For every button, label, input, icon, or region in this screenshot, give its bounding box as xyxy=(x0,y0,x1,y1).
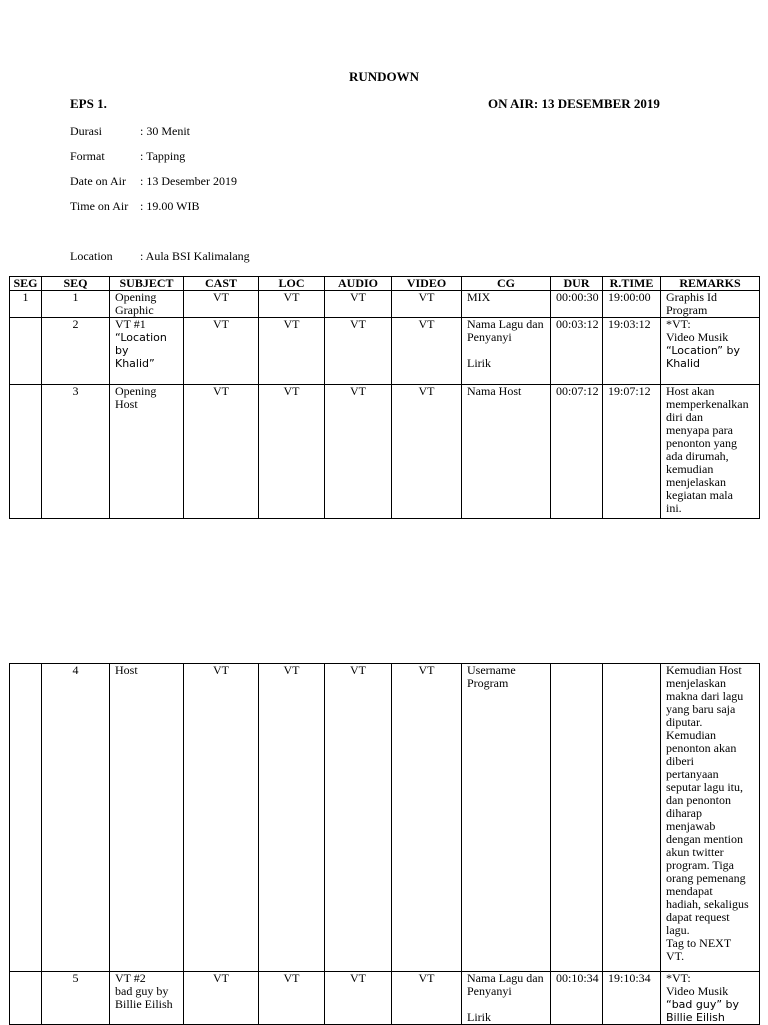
remarks-cell-line: menjelaskan xyxy=(666,475,726,489)
dur-cell: 00:10:34 xyxy=(551,972,603,1025)
video-cell: VT xyxy=(392,664,462,972)
remarks-cell-line: penonton akan xyxy=(666,741,737,755)
subject-cell-line: Host xyxy=(115,397,138,411)
remarks-cell-line: Program xyxy=(666,303,708,317)
audio-cell: VT xyxy=(325,318,392,385)
column-header: VIDEO xyxy=(392,277,462,291)
loc-cell: VT xyxy=(259,318,325,385)
rtime-cell: 19:10:34 xyxy=(603,972,661,1025)
dur-cell xyxy=(551,664,603,972)
remarks-cell-line: ada dirumah, xyxy=(666,449,729,463)
column-header: AUDIO xyxy=(325,277,392,291)
remarks-cell xyxy=(661,291,760,318)
remarks-cell-line: Billie Eilish xyxy=(666,1011,725,1024)
meta-time-on-air xyxy=(70,200,199,213)
meta-key: Durasi xyxy=(70,124,102,138)
column-header: SEQ xyxy=(42,277,110,291)
loc-cell: VT xyxy=(259,385,325,519)
remarks-cell-line: menjelaskan xyxy=(666,676,726,690)
subject-cell-line: Billie Eilish xyxy=(115,997,173,1011)
remarks-cell-line: VT. xyxy=(666,949,685,963)
cg-cell-line: Username xyxy=(467,663,516,677)
remarks-cell-line: kegiatan mala xyxy=(666,488,733,502)
meta-durasi xyxy=(70,125,190,138)
remarks-cell-line: program. Tiga xyxy=(666,858,735,872)
table-row xyxy=(10,385,760,519)
loc-cell: VT xyxy=(259,291,325,318)
rundown-table xyxy=(9,276,760,519)
meta-value: : Aula BSI Kalimalang xyxy=(140,249,250,263)
remarks-cell-line: akun twitter xyxy=(666,845,724,859)
seg-cell: 1 xyxy=(10,291,42,318)
column-header: SEG xyxy=(10,277,42,291)
remarks-cell-line: penonton yang xyxy=(666,436,737,450)
audio-cell: VT xyxy=(325,291,392,318)
video-cell: VT xyxy=(392,385,462,519)
remarks-cell xyxy=(661,664,760,972)
meta-location xyxy=(70,250,250,263)
remarks-cell-line: menyapa para xyxy=(666,423,733,437)
remarks-cell-line: Video Musik xyxy=(666,330,729,344)
remarks-cell-line: seputar lagu itu, xyxy=(666,780,743,794)
meta-value: : 13 Desember 2019 xyxy=(140,174,237,188)
seq-cell: 2 xyxy=(42,318,110,385)
episode-label: EPS 1. xyxy=(70,96,107,111)
remarks-cell xyxy=(661,385,760,519)
video-cell: VT xyxy=(392,291,462,318)
remarks-cell-line: pertanyaan xyxy=(666,767,719,781)
column-header: DUR xyxy=(551,277,603,291)
cg-cell xyxy=(462,385,551,519)
table-row xyxy=(10,291,760,318)
dur-cell: 00:03:12 xyxy=(551,318,603,385)
audio-cell: VT xyxy=(325,385,392,519)
subject-cell-line: Opening xyxy=(115,384,157,398)
meta-key: Date on Air xyxy=(70,174,126,188)
subject-cell-line: Graphic xyxy=(115,303,154,317)
remarks-cell-line: memperkenalkan xyxy=(666,397,749,411)
cast-cell: VT xyxy=(184,318,259,385)
remarks-cell-line: Khalid xyxy=(666,357,701,370)
subject-cell-line: VT #2 xyxy=(115,971,146,985)
meta-date-on-air xyxy=(70,175,237,188)
remarks-cell-line: dan penonton xyxy=(666,793,731,807)
cast-cell: VT xyxy=(184,385,259,519)
subject-cell xyxy=(110,385,184,519)
meta-key: Format xyxy=(70,149,105,163)
seg-cell xyxy=(10,664,42,972)
remarks-cell xyxy=(661,318,760,385)
remarks-cell-line: menjawab xyxy=(666,819,716,833)
cg-cell xyxy=(462,318,551,385)
rtime-cell: 19:07:12 xyxy=(603,385,661,519)
dur-cell: 00:00:30 xyxy=(551,291,603,318)
remarks-cell-line: hadiah, sekaligus xyxy=(666,897,749,911)
remarks-cell-line: *VT: xyxy=(666,317,691,331)
seq-cell: 4 xyxy=(42,664,110,972)
table-row xyxy=(10,972,760,1025)
loc-cell: VT xyxy=(259,664,325,972)
video-cell: VT xyxy=(392,318,462,385)
audio-cell: VT xyxy=(325,664,392,972)
subject-cell-line: “Location by xyxy=(115,331,167,357)
cg-cell xyxy=(462,972,551,1025)
cast-cell: VT xyxy=(184,291,259,318)
cg-cell-line: MIX xyxy=(467,290,491,304)
cg-cell-line: Nama Lagu dan xyxy=(467,317,544,331)
remarks-cell-line: mendapat xyxy=(666,884,713,898)
table-row xyxy=(10,664,760,972)
remarks-cell-line: diputar. xyxy=(666,715,703,729)
remarks-cell-line: dapat request xyxy=(666,910,730,924)
remarks-cell-line: yang baru saja xyxy=(666,702,736,716)
meta-key: Location xyxy=(70,249,113,263)
cg-cell-line: Program xyxy=(467,676,509,690)
cg-cell-line: Penyanyi xyxy=(467,984,512,998)
meta-value: : 19.00 WIB xyxy=(140,199,200,213)
table-header-row xyxy=(10,277,760,291)
subject-cell xyxy=(110,664,184,972)
subject-cell-line: bad guy by xyxy=(115,984,169,998)
column-header: LOC xyxy=(259,277,325,291)
loc-cell: VT xyxy=(259,972,325,1025)
remarks-cell-line: Kemudian Host xyxy=(666,663,742,677)
subject-cell xyxy=(110,318,184,385)
cg-cell xyxy=(462,291,551,318)
seg-cell xyxy=(10,385,42,519)
seq-cell: 5 xyxy=(42,972,110,1025)
video-cell: VT xyxy=(392,972,462,1025)
on-air-date: ON AIR: 13 DESEMBER 2019 xyxy=(488,96,660,111)
subject-cell-line: Opening xyxy=(115,290,157,304)
subject-cell xyxy=(110,291,184,318)
cg-cell-line: Nama Host xyxy=(467,384,522,398)
meta-value: : 30 Menit xyxy=(140,124,190,138)
remarks-cell-line: dengan mention xyxy=(666,832,743,846)
subject-cell-line: Host xyxy=(115,663,138,677)
cg-cell xyxy=(462,664,551,972)
rtime-cell: 19:00:00 xyxy=(603,291,661,318)
remarks-cell-line: orang pemenang xyxy=(666,871,746,885)
cg-cell-line: Nama Lagu dan xyxy=(467,971,544,985)
cast-cell: VT xyxy=(184,972,259,1025)
remarks-cell-line: Kemudian xyxy=(666,728,716,742)
page-title: RUNDOWN xyxy=(348,69,420,84)
audio-cell: VT xyxy=(325,972,392,1025)
remarks-cell-line: Host akan xyxy=(666,384,715,398)
seq-cell: 3 xyxy=(42,385,110,519)
remarks-cell xyxy=(661,972,760,1025)
remarks-cell-line: diharap xyxy=(666,806,702,820)
seq-cell: 1 xyxy=(42,291,110,318)
column-header: CAST xyxy=(184,277,259,291)
remarks-cell-line: Graphis Id xyxy=(666,290,717,304)
dur-cell: 00:07:12 xyxy=(551,385,603,519)
cg-cell-line: Penyanyi xyxy=(467,330,512,344)
remarks-cell-line: *VT: xyxy=(666,971,691,985)
remarks-cell-line: “bad guy” by xyxy=(666,998,740,1011)
remarks-cell-line: diberi xyxy=(666,754,694,768)
column-header: REMARKS xyxy=(661,277,760,291)
remarks-cell-line: diri dan xyxy=(666,410,703,424)
subject-cell-line: VT #1 xyxy=(115,317,146,331)
cg-cell-line: Lirik xyxy=(467,356,491,370)
remarks-cell-line: makna dari lagu xyxy=(666,689,744,703)
rundown-table-continued xyxy=(9,663,760,1025)
meta-key: Time on Air xyxy=(70,199,129,213)
remarks-cell-line: kemudian xyxy=(666,462,714,476)
column-header: R.TIME xyxy=(603,277,661,291)
meta-format xyxy=(70,150,185,163)
column-header: SUBJECT xyxy=(110,277,184,291)
remarks-cell-line: ini. xyxy=(666,501,682,515)
cast-cell: VT xyxy=(184,664,259,972)
remarks-cell-line: “Location” by xyxy=(666,344,740,357)
subject-cell-line: Khalid” xyxy=(115,357,155,370)
column-header: CG xyxy=(462,277,551,291)
cg-cell-line: Lirik xyxy=(467,1010,491,1024)
remarks-cell-line: lagu. xyxy=(666,923,690,937)
seg-cell xyxy=(10,318,42,385)
table-row xyxy=(10,318,760,385)
seg-cell xyxy=(10,972,42,1025)
subject-cell xyxy=(110,972,184,1025)
rtime-cell: 19:03:12 xyxy=(603,318,661,385)
meta-value: : Tapping xyxy=(140,149,186,163)
remarks-cell-line: Tag to NEXT xyxy=(666,936,732,950)
remarks-cell-line: Video Musik xyxy=(666,984,729,998)
rtime-cell xyxy=(603,664,661,972)
